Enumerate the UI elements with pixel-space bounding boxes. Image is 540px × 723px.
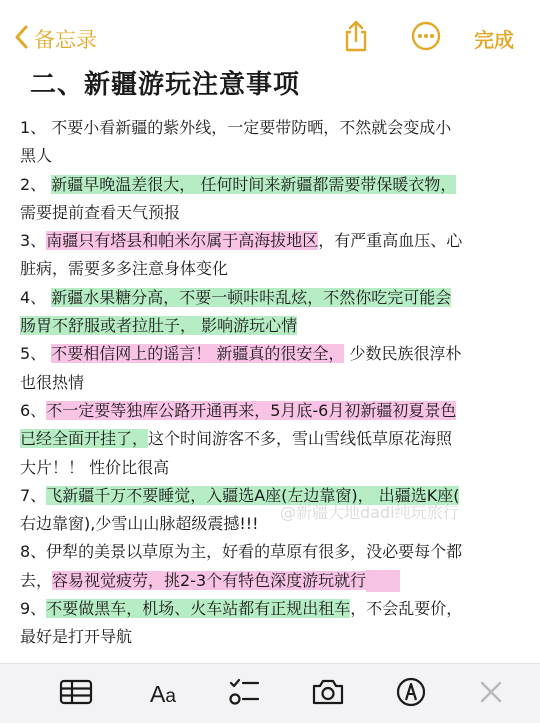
more-button[interactable] xyxy=(408,20,444,56)
note-line xyxy=(20,255,528,283)
note-text: 9、 xyxy=(20,599,47,619)
note-line xyxy=(20,369,528,397)
note-line xyxy=(20,171,528,199)
note-line xyxy=(20,454,528,482)
note-text: 4、 xyxy=(20,287,52,307)
note-text: 脏病，需要多多注意身体变化 xyxy=(20,259,229,279)
close-icon xyxy=(479,680,503,708)
note-text: 少数民族很淳朴 xyxy=(344,344,462,364)
note-text: 最好是打开导航 xyxy=(20,627,133,647)
table-icon xyxy=(59,679,93,709)
note-text: 需要提前查看天气预报 xyxy=(20,202,181,222)
highlighted-text: 飞新疆千万不要睡觉，入疆选A座(左边靠窗)， 出疆选K座( xyxy=(46,485,460,505)
back-label: 备忘录 xyxy=(34,28,97,52)
camera-icon xyxy=(311,678,345,710)
note-line xyxy=(20,595,528,623)
note-line xyxy=(20,284,528,312)
highlighted-text: 容易视觉疲劳，挑2-3个有特色深度游玩就行 xyxy=(52,570,367,590)
share-icon xyxy=(342,19,370,57)
note-text: 7、 xyxy=(20,485,47,505)
navigation-bar xyxy=(0,0,540,70)
note-text: 黑人 xyxy=(20,146,53,166)
highlighted-text: 南疆只有塔县和帕米尔属于高海拔地区 xyxy=(46,231,319,251)
highlighted-text: 已经全面开挂了， xyxy=(20,429,149,449)
markup-pen-icon xyxy=(396,677,426,711)
note-line xyxy=(20,397,528,425)
done-button[interactable]: 完成 xyxy=(474,28,514,52)
chevron-left-icon xyxy=(14,25,34,54)
note-text: 也很热情 xyxy=(20,372,85,392)
markup-button[interactable] xyxy=(393,678,429,710)
note-line xyxy=(20,567,528,595)
note-text: 6、 xyxy=(20,400,47,420)
note-text: ，不会乱要价， xyxy=(350,599,463,619)
note-text: 右边靠窗),少雪山山脉超级震撼!!! xyxy=(20,514,259,534)
note-text: 5、 xyxy=(20,344,52,364)
format-text-icon: Aa xyxy=(150,680,176,707)
note-line xyxy=(20,142,528,170)
highlighted-text: 不一定要等独库公路开通再来，5月底-6月初新疆初夏景色 xyxy=(46,400,457,420)
watermark-text: @新疆大地dadi纯玩旅行 xyxy=(280,503,459,522)
note-line xyxy=(20,538,528,566)
note-text: 2、 xyxy=(20,174,52,194)
note-text: 去， xyxy=(20,570,53,590)
note-line xyxy=(20,312,528,340)
note-title[interactable]: 二、新疆游玩注意事项 xyxy=(30,70,301,100)
highlighted-text: 新疆水果糖分高，不要一顿咔咔乱炫，不然你吃完可能会 xyxy=(51,287,452,307)
highlighted-text: 不要做黑车，机场、火车站都有正规出租车 xyxy=(46,599,351,619)
note-line xyxy=(20,425,528,453)
highlighted-text: 新疆早晚温差很大， 任何时间来新疆都需要带保暖衣物， xyxy=(51,174,457,194)
note-line xyxy=(20,340,528,368)
note-line xyxy=(20,114,528,142)
note-body[interactable] xyxy=(20,114,528,652)
highlighted-text: 肠胃不舒服或者拉肚子， 影响游玩心情 xyxy=(20,316,298,336)
note-text: ，有严重高血压、心 xyxy=(318,231,463,251)
note-line xyxy=(20,623,528,651)
note-text: 8、伊犁的美景以草原为主，好看的草原有很多，没必要每个都 xyxy=(20,542,463,562)
note-line xyxy=(20,199,528,227)
checklist-button[interactable] xyxy=(226,678,262,710)
note-text xyxy=(366,570,400,592)
highlighted-text: 不要相信网上的谣言！ 新疆真的很安全， xyxy=(51,344,345,364)
note-text: 3、 xyxy=(20,231,47,251)
share-button[interactable] xyxy=(338,20,374,56)
back-button[interactable] xyxy=(14,22,97,56)
note-text: 这个时间游客不多，雪山雪线低草原花海照 xyxy=(148,429,453,449)
note-line xyxy=(20,227,528,255)
bottom-toolbar xyxy=(0,663,540,723)
note-text: 大片！！ 性价比很高 xyxy=(20,457,170,477)
table-button[interactable] xyxy=(58,678,94,710)
camera-button[interactable] xyxy=(310,678,346,710)
more-options-icon xyxy=(411,21,441,55)
checklist-icon xyxy=(228,677,260,711)
format-button[interactable] xyxy=(142,678,184,710)
note-text: 1、 不要小看新疆的紫外线，一定要带防晒，不然就会变成小 xyxy=(20,118,452,137)
close-keyboard-button[interactable] xyxy=(473,678,509,710)
